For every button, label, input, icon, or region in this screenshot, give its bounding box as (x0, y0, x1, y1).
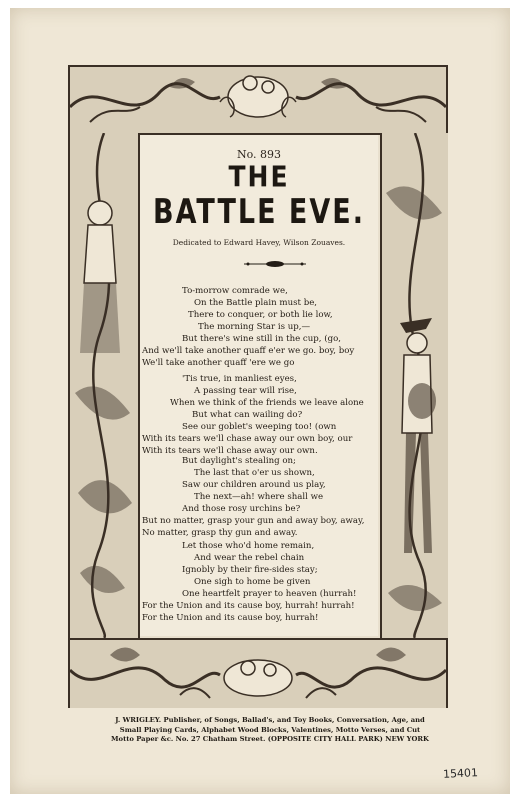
verse-line: Ignobly by their fire-sides stay; (182, 565, 318, 575)
top-ornament-cherubs (70, 67, 446, 135)
stanza-1 (142, 285, 378, 369)
verse-line: Saw our children around us play, (182, 480, 326, 490)
verse-line: No matter, grasp thy gun and away. (142, 528, 298, 538)
verse-line: For the Union and its cause boy, hurrah! hurrah! (142, 601, 355, 611)
imprint-line: Small Playing Cards, Alphabet Wood Blocks, Valentines, Motto Verses, and Cut (119, 725, 421, 734)
verse-line: For the Union and its cause boy, hurrah! (142, 613, 319, 623)
verse-line: And we'll take another quaff e'er we go. boy, boy (142, 346, 355, 356)
verse-line: And wear the rebel chain (194, 553, 305, 563)
verse-line: There to conquer, or both lie low, (188, 310, 333, 320)
stanza-4 (142, 540, 378, 624)
verse-line: But there's wine still in the cup, (go, (182, 334, 341, 344)
dedication: Dedicated to Edward Havey, Wilson Zouaves. (172, 238, 346, 247)
verse-line: One sigh to home be given (194, 577, 311, 587)
publisher-imprint (80, 716, 460, 745)
left-ornament-figure (70, 133, 140, 638)
verse-line: The morning Star is up,— (198, 322, 311, 332)
verse-line: The next—ah! where shall we (194, 492, 324, 502)
stanza-3 (142, 455, 378, 539)
verse-line: Let those who'd home remain, (182, 541, 315, 551)
song-number: No. 893 (236, 148, 282, 161)
verse-line: But what can wailing do? (192, 410, 303, 420)
imprint-line: Motto Paper &c. No. 27 Chatham Street. (OPPOSITE CITY HALL PARK) NEW YORK (111, 735, 429, 743)
verse-line: When we think of the friends we leave alone (170, 398, 364, 408)
bottom-ornament-cherubs (70, 638, 446, 708)
imprint-line: J. WRIGLEY. Publisher, of Songs, Ballad's, and Toy Books, Conversation, Age, and (115, 716, 425, 724)
verse-line: On the Battle plain must be, (194, 298, 318, 308)
verse-line: One heartfelt prayer to heaven (hurrah! (182, 589, 357, 599)
verse-line: But daylight's stealing on; (182, 456, 296, 466)
title-line-2: BATTLE EVE. (153, 193, 365, 232)
verse-line: A passing tear will rise, (194, 386, 297, 396)
right-ornament-musician (380, 133, 448, 638)
verse-line: With its tears we'll chase away our own boy, our (142, 434, 353, 444)
handwritten-catalog-number: 15401 (442, 766, 479, 781)
verse-line: We'll take another quaff 'ere we go (142, 358, 295, 368)
verse-line: And those rosy urchins be? (182, 504, 301, 514)
title-line-1: THE (228, 159, 290, 194)
verse-line: See our goblet's weeping too! (own (182, 422, 337, 432)
divider-ornament (244, 260, 306, 268)
verse-line: The last that o'er us shown, (194, 468, 315, 478)
verse-line: But no matter, grasp your gun and away boy, away, (142, 516, 365, 526)
verse-line: 'Tis true, in manliest eyes, (182, 374, 297, 384)
stanza-2 (142, 373, 378, 457)
song-text-panel (140, 135, 378, 636)
verse-line: With its tears we'll chase away our own. (142, 446, 318, 456)
verse-line: To-morrow comrade we, (182, 286, 288, 296)
